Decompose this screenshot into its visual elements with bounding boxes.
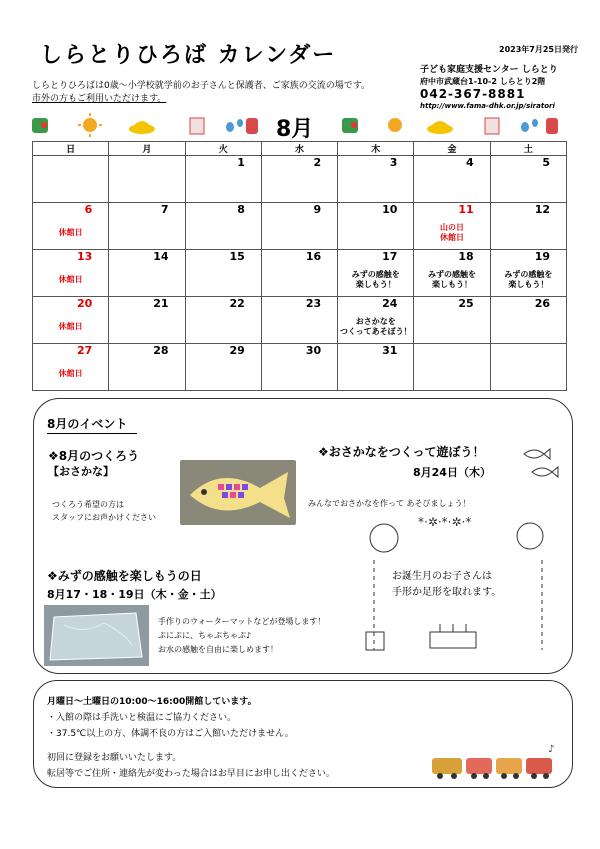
week-number-row	[33, 344, 567, 358]
water-desc-line: ぷにぷに、ちゃぷちゃぷ♪	[158, 631, 252, 640]
day-number: 5	[490, 156, 566, 170]
day-note	[490, 311, 566, 344]
week-note-row	[33, 358, 567, 391]
craft-desc-line: つくろう希望の方は	[52, 500, 124, 509]
cake-icon	[430, 632, 476, 648]
sun-icon	[388, 118, 402, 132]
day-note	[261, 170, 337, 203]
week-number-row	[33, 156, 567, 170]
day-note: 休館日	[33, 311, 109, 344]
day-number: 12	[490, 203, 566, 217]
gift-icon	[366, 632, 384, 650]
day-number: 23	[261, 297, 337, 311]
day-note: みずの感触を 楽しもう！	[414, 264, 490, 297]
card-icon	[485, 118, 499, 134]
day-number: 18	[414, 250, 490, 264]
card-icon	[190, 118, 204, 134]
day-number: 9	[261, 203, 337, 217]
day-number: 30	[261, 344, 337, 358]
day-note	[109, 217, 185, 250]
day-note	[109, 358, 185, 391]
day-number: 3	[338, 156, 414, 170]
day-note: おさかなを つくってあそぼう！	[338, 311, 414, 344]
train-illustration	[430, 740, 560, 782]
sun-icon	[83, 118, 97, 132]
day-number: 8	[185, 203, 261, 217]
week-number-row	[33, 297, 567, 311]
day-number: 16	[261, 250, 337, 264]
calendar-month: 8月	[276, 117, 314, 142]
day-note	[33, 170, 109, 203]
water-mat-photo	[44, 605, 149, 666]
day-note: 休館日	[33, 358, 109, 391]
page-title: しらとりひろば カレンダー	[40, 43, 337, 68]
org-address: 府中市武蔵台1-10-2 しらとり2階	[420, 77, 546, 86]
day-note	[185, 217, 261, 250]
day-number: 24	[338, 297, 414, 311]
day-note: 山の日 休館日	[414, 217, 490, 250]
rabbit-icon	[517, 523, 543, 549]
week-number-row	[33, 203, 567, 217]
day-note	[490, 217, 566, 250]
day-note: みずの感触を 楽しもう！	[490, 264, 566, 297]
day-number: 19	[490, 250, 566, 264]
heading-underline	[47, 433, 137, 434]
svg-text:*·✲·*·✲·*: *·✲·*·✲·*	[418, 515, 472, 529]
day-number	[414, 344, 490, 358]
water-desc	[158, 615, 325, 657]
day-note	[414, 170, 490, 203]
weekday-sun: 日	[33, 142, 109, 156]
decorative-icons-right	[340, 112, 570, 138]
day-note	[338, 358, 414, 391]
week-note-row	[33, 311, 567, 344]
day-note	[261, 217, 337, 250]
day-number: 13	[33, 250, 109, 264]
water-date: 8月17・18・19日（木・金・土）	[47, 588, 222, 601]
day-note	[261, 264, 337, 297]
opening-hours: 月曜日～土曜日の10:00～16:00開館しています。	[47, 697, 257, 707]
drop-icon	[521, 122, 529, 132]
day-note	[490, 170, 566, 203]
day-number: 29	[185, 344, 261, 358]
intro-text: しらとりひろばは0歳～小学校就学前のお子さんと保護者、ご家族の交流の場です。	[32, 81, 371, 91]
water-desc-line: 手作りのウォーターマットなどが登場します！	[158, 617, 326, 626]
decorative-icons-left	[30, 112, 260, 138]
weekday-wed: 水	[261, 142, 337, 156]
day-number: 4	[414, 156, 490, 170]
svg-text:♪: ♪	[548, 744, 555, 755]
day-note	[338, 217, 414, 250]
info-line: 初回に登録をお願いいたします。	[47, 753, 182, 763]
day-note	[185, 264, 261, 297]
day-number: 15	[185, 250, 261, 264]
day-number: 21	[109, 297, 185, 311]
day-number: 11	[414, 203, 490, 217]
day-number: 1	[185, 156, 261, 170]
craft-title: ❖8月のつくろう	[48, 449, 140, 463]
craft-desc	[52, 498, 156, 524]
fish-play-date: 8月24日（木）	[413, 466, 491, 479]
org-name: 子ども家庭支援センター しらとり	[420, 65, 558, 75]
day-number: 27	[33, 344, 109, 358]
fish-craft-photo	[180, 460, 296, 525]
day-number: 22	[185, 297, 261, 311]
day-number: 20	[33, 297, 109, 311]
day-note	[261, 311, 337, 344]
fish-play-desc: みんなでおさかなを作って あそびましょう！	[308, 499, 471, 508]
day-note	[185, 170, 261, 203]
day-number: 14	[109, 250, 185, 264]
issue-date: 2023年7月25日発行	[499, 45, 578, 54]
week-note-row	[33, 264, 567, 297]
day-number: 10	[338, 203, 414, 217]
day-note	[414, 311, 490, 344]
water-desc-line: お水の感触を自由に楽しめます！	[158, 645, 278, 654]
day-note: みずの感触を 楽しもう！	[338, 264, 414, 297]
fish-play-title: ❖おさかなをつくって遊ぼう！	[318, 445, 485, 459]
weekday-mon: 月	[109, 142, 185, 156]
day-note	[490, 358, 566, 391]
day-number: 31	[338, 344, 414, 358]
mug-icon	[546, 118, 558, 134]
day-note	[109, 170, 185, 203]
water-title: ❖みずの感触を楽しもうの日	[47, 569, 202, 583]
day-number: 26	[490, 297, 566, 311]
org-url: http://www.fama-dhk.or.jp/siratori	[420, 102, 555, 110]
day-number	[109, 156, 185, 170]
fish-icon	[520, 444, 560, 482]
day-note	[185, 311, 261, 344]
day-number: 28	[109, 344, 185, 358]
calendar-table	[32, 141, 567, 391]
day-number: 25	[414, 297, 490, 311]
organization-info	[420, 64, 558, 112]
info-line: ・37.5℃以上の方、体調不良の方はご入館いただけません。	[47, 729, 294, 739]
week-note-row	[33, 217, 567, 250]
weekday-sat: 土	[490, 142, 566, 156]
day-number: 17	[338, 250, 414, 264]
weekday-tue: 火	[185, 142, 261, 156]
week-number-row	[33, 250, 567, 264]
day-note: 休館日	[33, 217, 109, 250]
day-note	[109, 264, 185, 297]
weekday-row	[33, 142, 567, 156]
day-number: 6	[33, 203, 109, 217]
day-number: 2	[261, 156, 337, 170]
day-note	[338, 170, 414, 203]
craft-desc-line: スタッフにお声かけください	[52, 513, 156, 522]
day-note	[261, 358, 337, 391]
drop-icon	[226, 122, 234, 132]
day-note	[185, 358, 261, 391]
bear-icon	[370, 524, 398, 552]
mug-icon	[246, 118, 258, 134]
day-note: 休館日	[33, 264, 109, 297]
day-note	[414, 358, 490, 391]
week-note-row	[33, 170, 567, 203]
intro-note: 市外の方もご利用いただけます。	[32, 94, 167, 104]
weekday-thu: 木	[338, 142, 414, 156]
day-number: 7	[109, 203, 185, 217]
day-note	[109, 311, 185, 344]
day-number	[490, 344, 566, 358]
birthday-note	[392, 569, 501, 601]
craft-subtitle: 【おさかな】	[48, 465, 114, 478]
info-line: 転居等でご住所・連絡先が変わった場合はお早目にお申し出ください。	[47, 769, 335, 779]
org-tel: 042-367-8881	[420, 87, 526, 101]
events-heading: 8月のイベント	[47, 417, 128, 431]
weekday-fri: 金	[414, 142, 490, 156]
day-number	[33, 156, 109, 170]
info-line: ・入館の際は手洗いと検温にご協力ください。	[47, 713, 237, 723]
birthday-line: 手形か足形を取れます。	[392, 587, 502, 598]
birthday-line: お誕生月のお子さんは	[392, 571, 492, 582]
